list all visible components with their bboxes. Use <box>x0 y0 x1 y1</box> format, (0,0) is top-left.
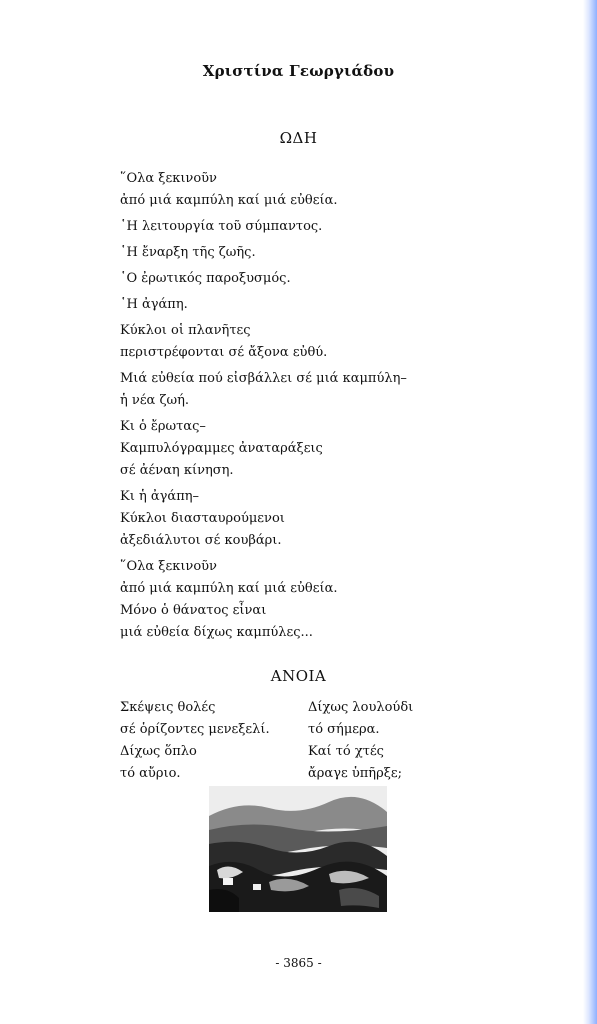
poem-line: ῞Ολα ξεκινοῦν <box>120 559 217 574</box>
stanza <box>120 320 480 364</box>
poem-line: ἀξεδιάλυτοι σέ κουβάρι. <box>120 533 282 548</box>
poem-line: ῾Η λειτουργία τοῦ σύμπαντος. <box>120 219 323 234</box>
poem-line: Καμπυλόγραμμες ἀναταράξεις <box>120 441 323 456</box>
stanza <box>120 216 480 238</box>
poem-line: περιστρέφονται σέ ἄξονα εὐθύ. <box>120 345 328 360</box>
page-number: - 3865 - <box>275 956 322 970</box>
stanza <box>120 368 480 412</box>
poem-line: ῾Η ἔναρξη τῆς ζωῆς. <box>120 245 256 260</box>
poem-line: ἄραγε ὑπῆρξε; <box>308 766 402 781</box>
poem-line: Κύκλοι οἱ πλανῆτες <box>120 323 251 338</box>
poem-anoia-right-column <box>308 697 413 785</box>
poem-line: ῞Ολα ξεκινοῦν <box>120 171 217 186</box>
stanza <box>120 486 480 552</box>
stanza <box>120 168 480 212</box>
poem-line: ῾Η ἀγάπη. <box>120 297 188 312</box>
poem-line: ἀπό μιά καμπύλη καί μιά εὐθεία. <box>120 193 338 208</box>
poem-title-odi: ΩΔΗ <box>279 129 318 147</box>
poem-line: Καί τό χτές <box>308 744 384 759</box>
poem-line: Κι ἡ ἀγάπη– <box>120 489 200 504</box>
poem-line: τό αὔριο. <box>120 766 181 781</box>
poem-anoia-left-column <box>120 697 270 785</box>
stanza <box>120 556 480 644</box>
stanza <box>120 294 480 316</box>
poem-line: ἡ νέα ζωή. <box>120 393 190 408</box>
poem-line: τό σήμερα. <box>308 722 380 737</box>
poem-line: σέ ἀέναη κίνηση. <box>120 463 234 478</box>
landscape-drawing-icon <box>209 786 387 912</box>
poem-line: μιά εὐθεία δίχως καμπύλες... <box>120 625 313 640</box>
poem-line: Σκέψεις θολές <box>120 700 216 715</box>
poem-line: Μόνο ὁ θάνατος εἶναι <box>120 603 267 618</box>
page-edge-shadow <box>583 0 597 1024</box>
poem-line: ἀπό μιά καμπύλη καί μιά εὐθεία. <box>120 581 338 596</box>
poem-line: σέ ὁρίζοντες μενεξελί. <box>120 722 270 737</box>
stanza <box>120 242 480 264</box>
poem-line: Δίχως λουλούδι <box>308 700 414 715</box>
author-name: Χριστίνα Γεωργιάδου <box>202 62 395 80</box>
poem-title-anoia: ΑΝΟΙΑ <box>270 667 327 685</box>
poem-line: Κύκλοι διασταυρούμενοι <box>120 511 285 526</box>
stanza <box>120 268 480 290</box>
poem-line: Κι ὁ ἔρωτας– <box>120 419 206 434</box>
poem-line: ῾Ο ἐρωτικός παροξυσμός. <box>120 271 291 286</box>
poem-line: Δίχως ὅπλο <box>120 744 197 759</box>
poem-body-odi <box>120 168 480 648</box>
poem-line: Μιά εὐθεία πού εἰσβάλλει σέ μιά καμπύλη– <box>120 371 407 386</box>
stanza <box>120 416 480 482</box>
